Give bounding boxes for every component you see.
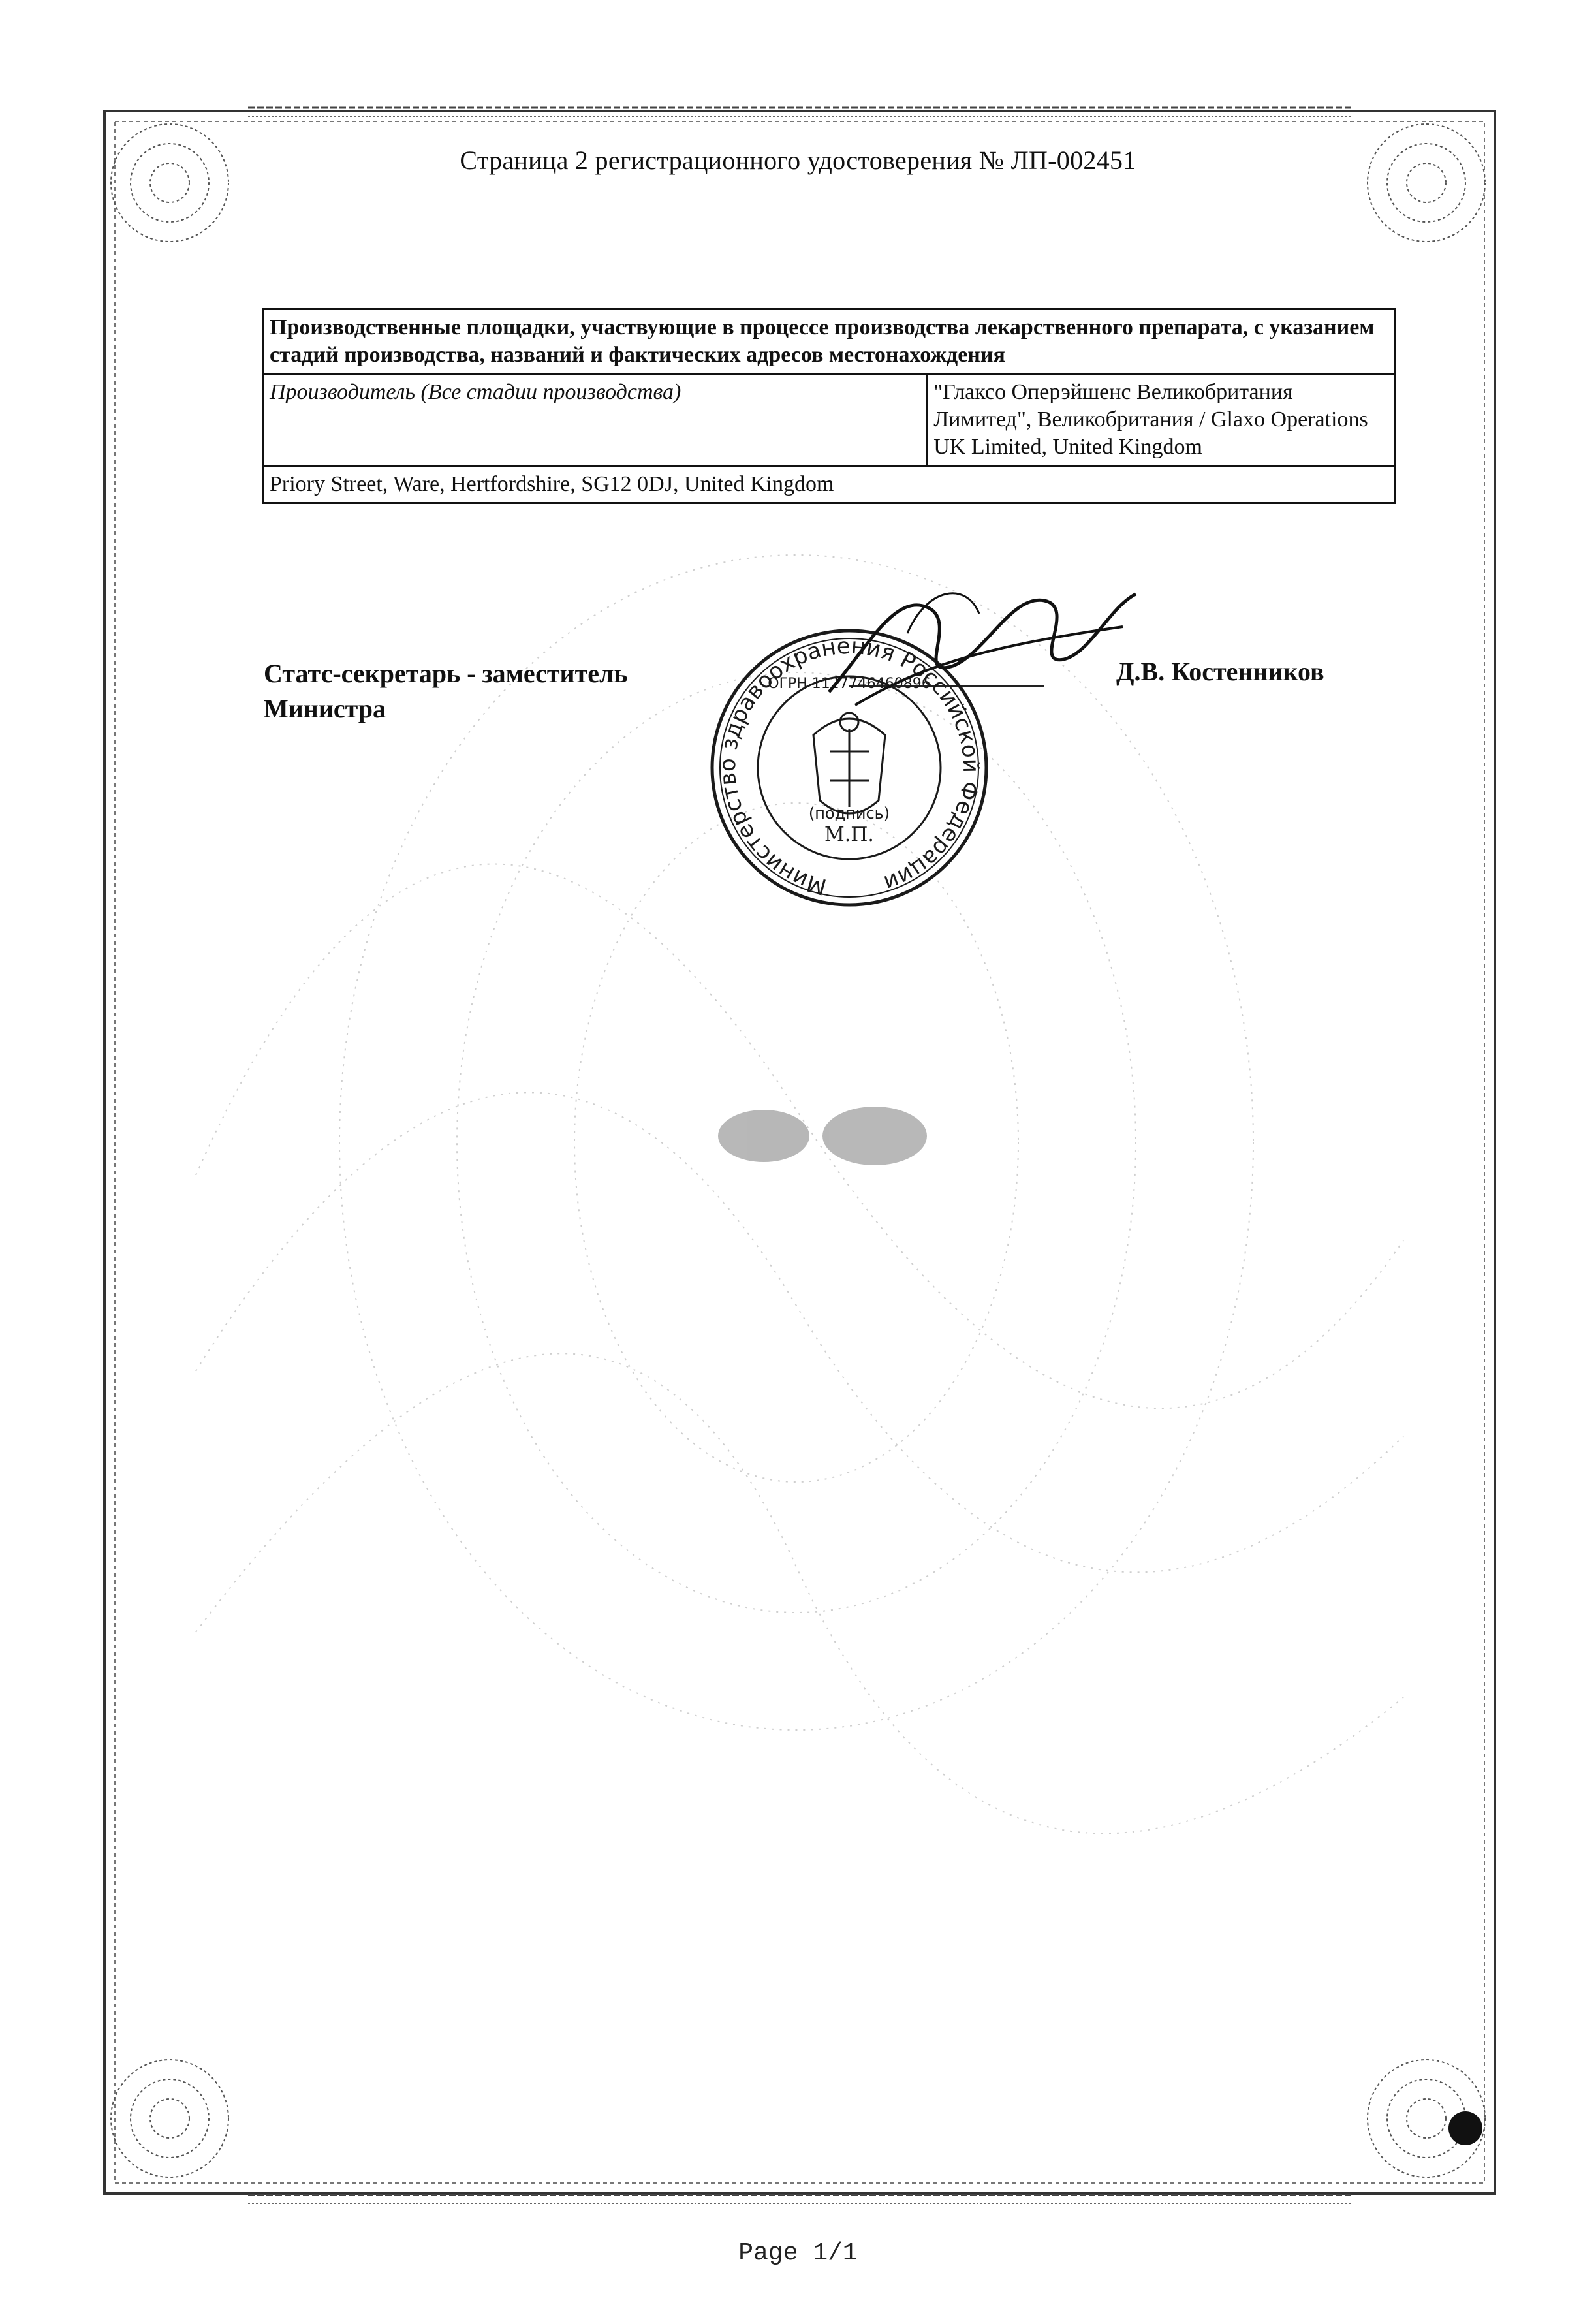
signer-title xyxy=(264,656,734,727)
manufacturer-address-cell: Priory Street, Ware, Hertfordshire, SG12 0DJ, United Kingdom xyxy=(264,466,1396,503)
page-title: Страница 2 регистрационного удостоверения № ЛП-002451 xyxy=(460,146,1136,175)
signer-title-line2: Министра xyxy=(264,694,386,723)
coat-of-arms-icon xyxy=(813,713,885,813)
table-header-cell: Производственные площадки, участвующие в процессе производства лекарственного препарата, с указанием стадий производства, названий и фактических адресов местонахождения xyxy=(264,309,1396,374)
stamp-ogrn-text: ОГРН 1127746460896 xyxy=(768,676,931,692)
handwritten-signature xyxy=(816,568,1142,718)
manufacturer-company-cell: "Глаксо Оперэйшенс Великобритания Лимитед", Великобритания / Glaxo Operations UK Limited, United Kingdom xyxy=(928,374,1396,466)
page-footer: Page 1/1 xyxy=(738,2239,858,2267)
signature-scribble-icon xyxy=(816,568,1142,718)
manufacturer-role-cell: Производитель (Все стадии производства) xyxy=(264,374,928,466)
stamp-signature-label: (подпись) xyxy=(808,804,890,823)
stamp-ring-text: Министерство здравоохранения Российской Федерации xyxy=(714,633,984,900)
signer-name: Д.В. Костенников xyxy=(1116,657,1324,686)
stamp-place-label: М.П. xyxy=(824,823,874,846)
signer-title-line1: Статс-секретарь - заместитель xyxy=(264,659,628,688)
manufacturing-sites-table xyxy=(262,308,1396,504)
